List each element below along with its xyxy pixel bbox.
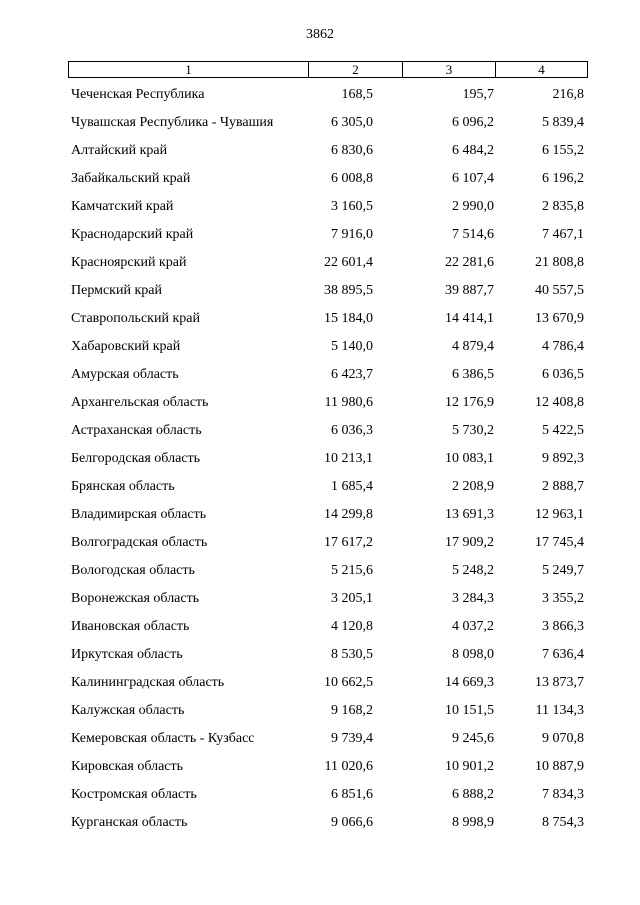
value-col-2: 11 020,6 bbox=[324, 759, 373, 774]
value-col-4: 6 196,2 bbox=[542, 171, 584, 186]
table-row bbox=[0, 359, 640, 387]
value-col-2: 17 617,2 bbox=[324, 535, 373, 550]
value-col-2: 7 916,0 bbox=[331, 227, 373, 242]
region-name: Архангельская область bbox=[71, 395, 209, 410]
value-col-4: 40 557,5 bbox=[535, 283, 584, 298]
region-name: Алтайский край bbox=[71, 143, 168, 158]
table-row bbox=[0, 527, 640, 555]
value-col-3: 8 998,9 bbox=[452, 815, 494, 830]
region-name: Краснодарский край bbox=[71, 227, 194, 242]
value-col-2: 9 739,4 bbox=[331, 731, 373, 746]
region-name: Калужская область bbox=[71, 703, 185, 718]
value-col-3: 5 730,2 bbox=[452, 423, 494, 438]
table-row bbox=[0, 303, 640, 331]
value-col-2: 11 980,6 bbox=[324, 395, 373, 410]
value-col-3: 39 887,7 bbox=[445, 283, 494, 298]
value-col-3: 3 284,3 bbox=[452, 591, 494, 606]
value-col-4: 7 834,3 bbox=[542, 787, 584, 802]
table-row bbox=[0, 583, 640, 611]
region-name: Брянская область bbox=[71, 479, 175, 494]
value-col-4: 8 754,3 bbox=[542, 815, 584, 830]
region-name: Амурская область bbox=[71, 367, 179, 382]
region-name: Ивановская область bbox=[71, 619, 190, 634]
value-col-3: 6 386,5 bbox=[452, 367, 494, 382]
value-col-4: 216,8 bbox=[552, 87, 584, 102]
value-col-4: 6 155,2 bbox=[542, 143, 584, 158]
value-col-2: 10 662,5 bbox=[324, 675, 373, 690]
table-row bbox=[0, 219, 640, 247]
value-col-3: 4 879,4 bbox=[452, 339, 494, 354]
table-row bbox=[0, 275, 640, 303]
value-col-2: 6 423,7 bbox=[331, 367, 373, 382]
value-col-4: 7 636,4 bbox=[542, 647, 584, 662]
header-col-2: 2 bbox=[309, 62, 403, 78]
table-row bbox=[0, 555, 640, 583]
table-row bbox=[0, 751, 640, 779]
table-row bbox=[0, 163, 640, 191]
region-name: Забайкальский край bbox=[71, 171, 191, 186]
value-col-2: 1 685,4 bbox=[331, 479, 373, 494]
table-row bbox=[0, 723, 640, 751]
table-row bbox=[0, 779, 640, 807]
value-col-3: 2 990,0 bbox=[452, 199, 494, 214]
value-col-4: 5 839,4 bbox=[542, 115, 584, 130]
table-row bbox=[0, 387, 640, 415]
table-row bbox=[0, 443, 640, 471]
value-col-3: 6 484,2 bbox=[452, 143, 494, 158]
value-col-4: 17 745,4 bbox=[535, 535, 584, 550]
value-col-3: 10 151,5 bbox=[445, 703, 494, 718]
value-col-3: 4 037,2 bbox=[452, 619, 494, 634]
table-row bbox=[0, 499, 640, 527]
region-name: Ставропольский край bbox=[71, 311, 200, 326]
region-name: Владимирская область bbox=[71, 507, 207, 522]
value-col-4: 12 963,1 bbox=[535, 507, 584, 522]
value-col-2: 6 036,3 bbox=[331, 423, 373, 438]
table-row bbox=[0, 611, 640, 639]
value-col-3: 17 909,2 bbox=[445, 535, 494, 550]
header-col-4: 4 bbox=[496, 62, 588, 78]
region-name: Кемеровская область - Кузбасс bbox=[71, 731, 255, 746]
value-col-2: 9 066,6 bbox=[331, 815, 373, 830]
region-name: Волгоградская область bbox=[71, 535, 208, 550]
header-col-1: 1 bbox=[69, 62, 309, 78]
value-col-3: 6 888,2 bbox=[452, 787, 494, 802]
table-row bbox=[0, 107, 640, 135]
value-col-2: 15 184,0 bbox=[324, 311, 373, 326]
value-col-3: 5 248,2 bbox=[452, 563, 494, 578]
region-name: Чеченская Республика bbox=[71, 87, 205, 102]
value-col-4: 13 873,7 bbox=[535, 675, 584, 690]
table-row bbox=[0, 191, 640, 219]
region-name: Курганская область bbox=[71, 815, 188, 830]
value-col-4: 3 355,2 bbox=[542, 591, 584, 606]
table-row bbox=[0, 247, 640, 275]
value-col-2: 22 601,4 bbox=[324, 255, 373, 270]
value-col-4: 9 070,8 bbox=[542, 731, 584, 746]
value-col-3: 6 107,4 bbox=[452, 171, 494, 186]
table-row bbox=[0, 695, 640, 723]
value-col-2: 168,5 bbox=[341, 87, 373, 102]
value-col-4: 7 467,1 bbox=[542, 227, 584, 242]
value-col-4: 2 888,7 bbox=[542, 479, 584, 494]
value-col-4: 2 835,8 bbox=[542, 199, 584, 214]
region-name: Воронежская область bbox=[71, 591, 200, 606]
column-number-header bbox=[68, 61, 588, 78]
table-row bbox=[0, 667, 640, 695]
region-name: Иркутская область bbox=[71, 647, 183, 662]
value-col-4: 5 422,5 bbox=[542, 423, 584, 438]
region-name: Красноярский край bbox=[71, 255, 187, 270]
value-col-4: 11 134,3 bbox=[535, 703, 584, 718]
value-col-2: 9 168,2 bbox=[331, 703, 373, 718]
region-name: Чувашская Республика - Чувашия bbox=[71, 115, 274, 130]
table-row bbox=[0, 415, 640, 443]
region-name: Кировская область bbox=[71, 759, 184, 774]
value-col-4: 13 670,9 bbox=[535, 311, 584, 326]
value-col-2: 10 213,1 bbox=[324, 451, 373, 466]
value-col-4: 5 249,7 bbox=[542, 563, 584, 578]
value-col-3: 7 514,6 bbox=[452, 227, 494, 242]
value-col-3: 12 176,9 bbox=[445, 395, 494, 410]
value-col-2: 6 008,8 bbox=[331, 171, 373, 186]
region-name: Пермский край bbox=[71, 283, 162, 298]
table-row bbox=[0, 331, 640, 359]
value-col-3: 8 098,0 bbox=[452, 647, 494, 662]
value-col-4: 3 866,3 bbox=[542, 619, 584, 634]
value-col-3: 13 691,3 bbox=[445, 507, 494, 522]
value-col-3: 14 414,1 bbox=[445, 311, 494, 326]
table-row bbox=[0, 807, 640, 835]
value-col-3: 6 096,2 bbox=[452, 115, 494, 130]
value-col-3: 9 245,6 bbox=[452, 731, 494, 746]
header-col-3: 3 bbox=[403, 62, 496, 78]
value-col-2: 4 120,8 bbox=[331, 619, 373, 634]
value-col-2: 5 140,0 bbox=[331, 339, 373, 354]
value-col-3: 2 208,9 bbox=[452, 479, 494, 494]
table-row bbox=[0, 639, 640, 667]
value-col-4: 4 786,4 bbox=[542, 339, 584, 354]
region-name: Белгородская область bbox=[71, 451, 201, 466]
value-col-3: 10 901,2 bbox=[445, 759, 494, 774]
value-col-2: 8 530,5 bbox=[331, 647, 373, 662]
value-col-2: 6 830,6 bbox=[331, 143, 373, 158]
header-row bbox=[69, 62, 588, 78]
value-col-3: 22 281,6 bbox=[445, 255, 494, 270]
value-col-2: 6 305,0 bbox=[331, 115, 373, 130]
value-col-3: 10 083,1 bbox=[445, 451, 494, 466]
value-col-4: 21 808,8 bbox=[535, 255, 584, 270]
value-col-2: 5 215,6 bbox=[331, 563, 373, 578]
value-col-2: 6 851,6 bbox=[331, 787, 373, 802]
region-name: Хабаровский край bbox=[71, 339, 181, 354]
value-col-2: 14 299,8 bbox=[324, 507, 373, 522]
value-col-4: 12 408,8 bbox=[535, 395, 584, 410]
table-row bbox=[0, 135, 640, 163]
value-col-4: 9 892,3 bbox=[542, 451, 584, 466]
value-col-3: 14 669,3 bbox=[445, 675, 494, 690]
region-name: Калининградская область bbox=[71, 675, 225, 690]
value-col-3: 195,7 bbox=[462, 87, 494, 102]
value-col-2: 38 895,5 bbox=[324, 283, 373, 298]
region-name: Вологодская область bbox=[71, 563, 195, 578]
data-rows bbox=[0, 79, 640, 835]
value-col-4: 10 887,9 bbox=[535, 759, 584, 774]
page-number: 3862 bbox=[306, 27, 334, 42]
value-col-2: 3 160,5 bbox=[331, 199, 373, 214]
value-col-2: 3 205,1 bbox=[331, 591, 373, 606]
table-row bbox=[0, 79, 640, 107]
region-name: Камчатский край bbox=[71, 199, 174, 214]
value-col-4: 6 036,5 bbox=[542, 367, 584, 382]
region-name: Костромская область bbox=[71, 787, 197, 802]
table-row bbox=[0, 471, 640, 499]
region-name: Астраханская область bbox=[71, 423, 202, 438]
